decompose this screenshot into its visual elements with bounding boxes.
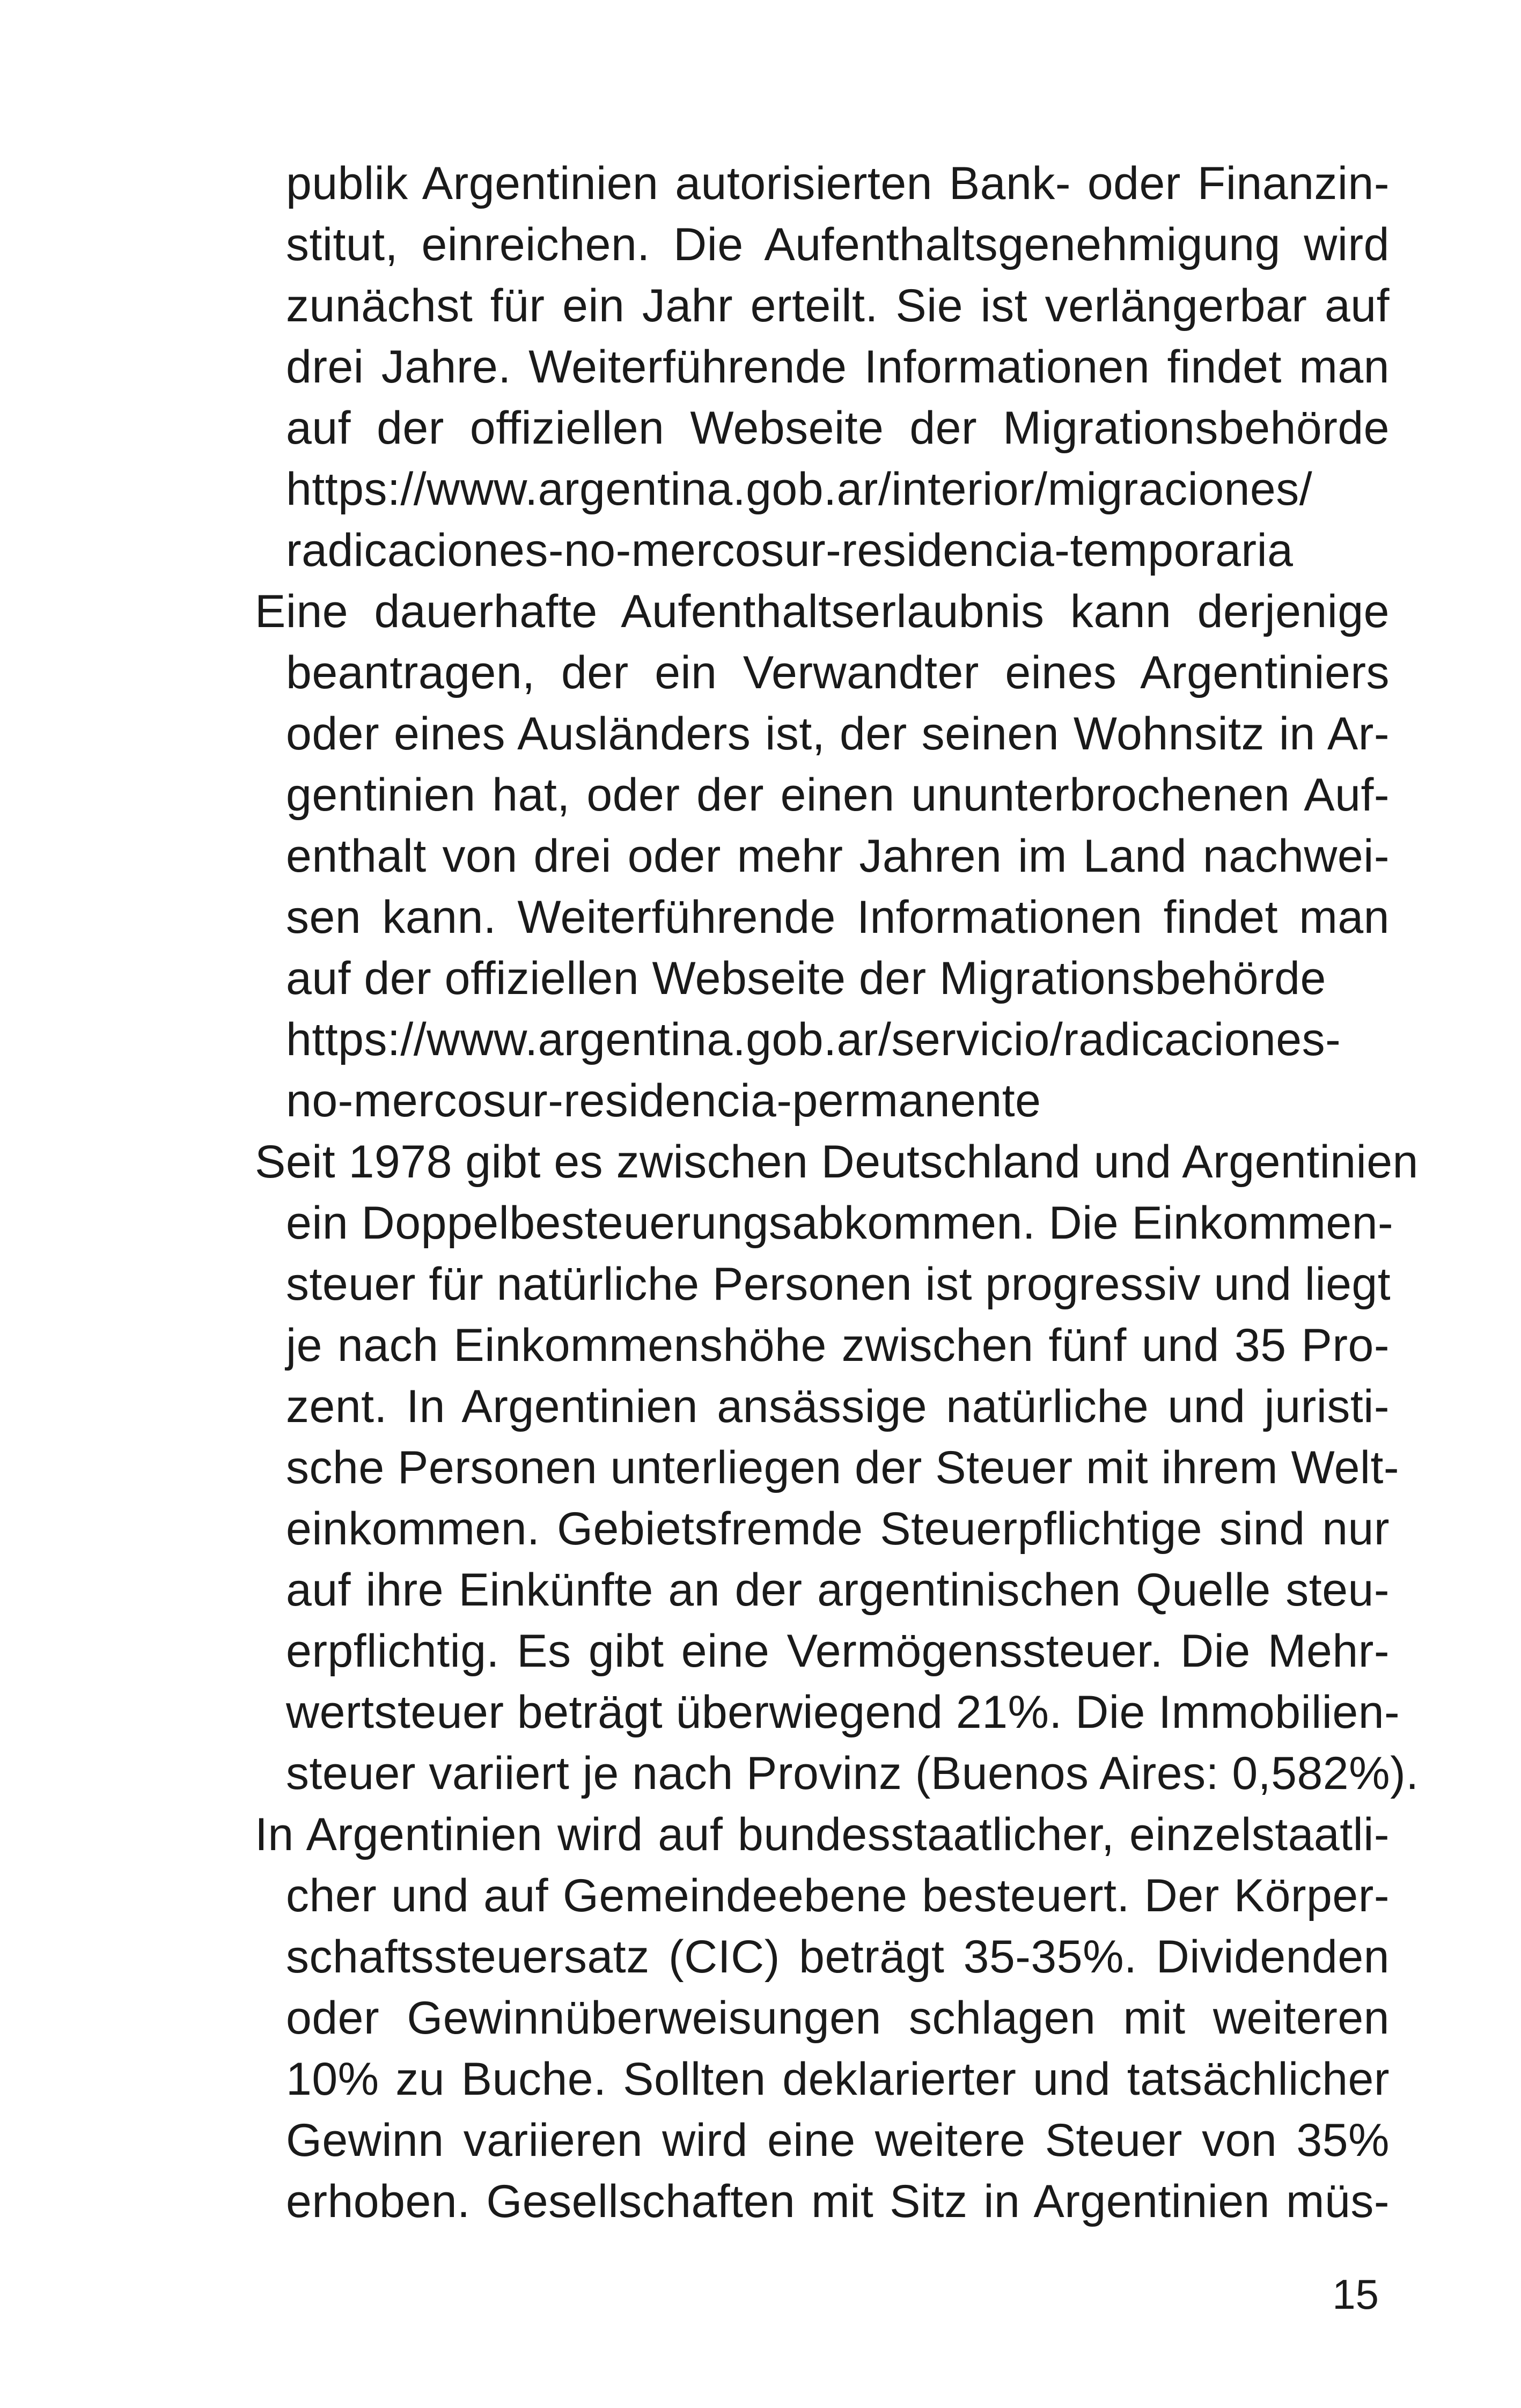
text-line: beantragen, der ein Verwandter eines Argentiniers xyxy=(286,647,1390,698)
text-line: sche Personen unterliegen der Steuer mit ihrem Welt- xyxy=(286,1442,1400,1493)
page-number: 15 xyxy=(1332,2271,1379,2318)
text-line: publik Argentinien autorisierten Bank- oder Finanzin- xyxy=(286,158,1390,209)
text-line: auf der offiziellen Webseite der Migrationsbehörde xyxy=(286,953,1326,1004)
text-line: zunächst für ein Jahr erteilt. Sie ist verlängerbar auf xyxy=(286,280,1390,332)
text-line: zent. In Argentinien ansässige natürliche und juristi- xyxy=(286,1381,1390,1432)
body-text xyxy=(255,153,1419,2232)
paragraph xyxy=(255,1804,1390,2232)
text-line: gentinien hat, oder der einen ununterbrochenen Auf- xyxy=(286,769,1390,821)
text-line: wertsteuer beträgt überwiegend 21%. Die Immobilien- xyxy=(286,1687,1400,1738)
text-line: enthalt von drei oder mehr Jahren im Land nachwei- xyxy=(286,830,1390,882)
text-line: ein Doppelbesteuerungsabkommen. Die Einkommen- xyxy=(286,1197,1394,1249)
text-line: Seit 1978 gibt es zwischen Deutschland und Argentinien xyxy=(255,1136,1419,1188)
paragraph xyxy=(255,153,1390,581)
paragraph xyxy=(255,1131,1419,1804)
text-line: https://www.argentina.gob.ar/servicio/radicaciones- xyxy=(286,1014,1341,1065)
text-line: einkommen. Gebietsfremde Steuerpflichtige sind nur xyxy=(286,1503,1390,1555)
text-line: oder eines Ausländers ist, der seinen Wohnsitz in Ar- xyxy=(286,708,1390,760)
text-line: Eine dauerhafte Aufenthaltserlaubnis kann derjenige xyxy=(255,586,1390,637)
text-line: schaftssteuersatz (CIC) beträgt 35-35%. Dividenden xyxy=(286,1931,1390,1983)
text-line: sen kann. Weiterführende Informationen findet man xyxy=(286,892,1390,943)
text-line: https://www.argentina.gob.ar/interior/migraciones/ xyxy=(286,463,1313,515)
text-line: 10% zu Buche. Sollten deklarierter und tatsächlicher xyxy=(286,2053,1390,2105)
text-line: steuer variiert je nach Provinz (Buenos Aires: 0,582%). xyxy=(286,1748,1419,1799)
text-line: stitut, einreichen. Die Aufenthaltsgenehmigung wird xyxy=(286,219,1390,270)
text-line: auf der offiziellen Webseite der Migrationsbehörde xyxy=(286,402,1390,454)
text-line: cher und auf Gemeindeebene besteuert. Der Körper- xyxy=(286,1870,1390,1921)
text-line: auf ihre Einkünfte an der argentinischen Quelle steu- xyxy=(286,1564,1390,1616)
paragraph xyxy=(255,581,1390,1131)
text-line: oder Gewinnüberweisungen schlagen mit weiteren xyxy=(286,1992,1390,2044)
text-line: erhoben. Gesellschaften mit Sitz in Argentinien müs- xyxy=(286,2176,1390,2227)
text-line: steuer für natürliche Personen ist progressiv und liegt xyxy=(286,1258,1391,1310)
text-line: je nach Einkommenshöhe zwischen fünf und 35 Pro- xyxy=(286,1320,1390,1371)
text-line: In Argentinien wird auf bundesstaatlicher, einzelstaatli- xyxy=(255,1809,1390,1860)
text-line: Gewinn variieren wird eine weitere Steuer von 35% xyxy=(286,2115,1390,2166)
text-line: erpflichtig. Es gibt eine Vermögenssteuer. Die Mehr- xyxy=(286,1625,1390,1677)
text-line: drei Jahre. Weiterführende Informationen findet man xyxy=(286,341,1390,393)
text-line: radicaciones-no-mercosur-residencia-temporaria xyxy=(286,525,1294,576)
text-line: no-mercosur-residencia-permanente xyxy=(286,1075,1041,1126)
